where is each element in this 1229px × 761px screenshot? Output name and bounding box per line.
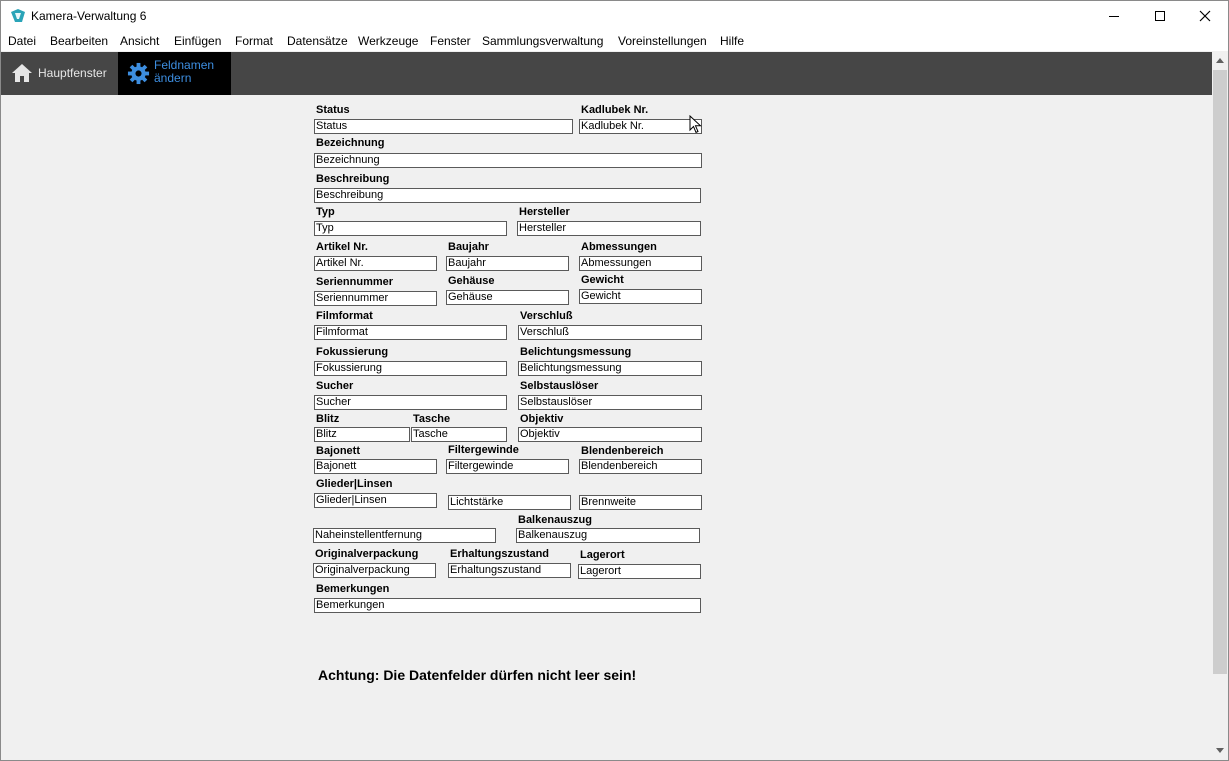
input-brennweite[interactable]: Brennweite [579, 495, 702, 510]
input-tasche[interactable]: Tasche [411, 427, 507, 442]
label-hersteller: Hersteller [519, 206, 570, 218]
scroll-down-icon[interactable] [1216, 748, 1224, 753]
menu-sammlungsverwaltung[interactable]: Sammlungsverwaltung [482, 34, 604, 48]
home-button-label: Hauptfenster [38, 66, 107, 80]
input-blendenbereich[interactable]: Blendenbereich [579, 459, 702, 474]
label-artikel: Artikel Nr. [316, 241, 368, 253]
input-blitz[interactable]: Blitz [314, 427, 410, 442]
input-selbstausloeser[interactable]: Selbstauslöser [518, 395, 702, 410]
label-gehaeuse: Gehäuse [448, 275, 495, 287]
input-sucher[interactable]: Sucher [314, 395, 507, 410]
menu-datei[interactable]: Datei [8, 34, 37, 48]
scroll-up-icon[interactable] [1216, 58, 1224, 63]
menu-einfuegen[interactable]: Einfügen [174, 34, 222, 48]
menu-bar [1, 31, 1228, 51]
maximize-button[interactable] [1137, 1, 1183, 31]
input-baujahr[interactable]: Baujahr [446, 256, 569, 271]
label-originalverpackung: Originalverpackung [315, 548, 419, 560]
label-gewicht: Gewicht [581, 274, 624, 286]
label-kadlubek: Kadlubek Nr. [581, 104, 649, 116]
app-logo-icon [10, 8, 26, 24]
label-bajonett: Bajonett [316, 445, 360, 457]
menu-datensaetze[interactable]: Datensätze [287, 34, 348, 48]
label-seriennummer: Seriennummer [316, 276, 394, 288]
input-filtergewinde[interactable]: Filtergewinde [446, 459, 569, 474]
label-blendenbereich: Blendenbereich [581, 445, 664, 457]
mouse-cursor-icon [689, 115, 703, 135]
input-bajonett[interactable]: Bajonett [314, 459, 437, 474]
rename-fields-label: Feldnamen ändern [154, 58, 215, 85]
label-balkenauszug: Balkenauszug [518, 514, 592, 526]
input-lichtstaerke[interactable]: Lichtstärke [448, 495, 571, 510]
label-typ: Typ [316, 206, 335, 218]
label-filtergewinde: Filtergewinde [448, 444, 519, 456]
label-tasche: Tasche [413, 413, 451, 425]
menu-werkzeuge[interactable]: Werkzeuge [358, 34, 419, 48]
close-icon [1199, 10, 1211, 22]
input-belichtungsmessung[interactable]: Belichtungsmessung [518, 361, 702, 376]
label-bemerkungen: Bemerkungen [316, 583, 390, 595]
menu-hilfe[interactable]: Hilfe [720, 34, 745, 48]
label-filmformat: Filmformat [316, 310, 373, 322]
input-kadlubek[interactable]: Kadlubek Nr. [579, 119, 702, 134]
label-verschluss: Verschluß [520, 310, 573, 322]
input-balkenauszug[interactable]: Balkenauszug [516, 528, 700, 543]
close-button[interactable] [1182, 1, 1228, 31]
input-beschreibung[interactable]: Beschreibung [314, 188, 701, 203]
input-glieder[interactable]: Glieder|Linsen [314, 493, 437, 508]
field-names-form [1, 95, 1212, 760]
label-status: Status [316, 104, 350, 116]
label-selbstausloeser: Selbstauslöser [520, 380, 599, 392]
input-hersteller[interactable]: Hersteller [517, 221, 701, 236]
menu-voreinstellungen[interactable]: Voreinstellungen [618, 34, 707, 48]
label-baujahr: Baujahr [448, 241, 489, 253]
warning-message: Achtung: Die Datenfelder dürfen nicht leer sein! [318, 667, 637, 683]
input-seriennummer[interactable]: Seriennummer [314, 291, 437, 306]
input-erhaltungszustand[interactable]: Erhaltungszustand [448, 563, 571, 578]
menu-bearbeiten[interactable]: Bearbeiten [50, 34, 109, 48]
menu-fenster[interactable]: Fenster [430, 34, 471, 48]
label-belichtungsmessung: Belichtungsmessung [520, 346, 632, 358]
minimize-icon [1108, 10, 1120, 22]
label-objektiv: Objektiv [520, 413, 564, 425]
menu-ansicht[interactable]: Ansicht [120, 34, 160, 48]
input-fokussierung[interactable]: Fokussierung [314, 361, 507, 376]
label-bezeichnung: Bezeichnung [316, 137, 385, 149]
maximize-icon [1154, 10, 1166, 22]
input-originalverpackung[interactable]: Originalverpackung [313, 563, 436, 578]
home-icon [11, 62, 33, 84]
gear-icon [127, 62, 150, 85]
label-abmessungen: Abmessungen [581, 241, 657, 253]
input-filmformat[interactable]: Filmformat [314, 325, 507, 340]
input-gewicht[interactable]: Gewicht [579, 289, 702, 304]
input-bezeichnung[interactable]: Bezeichnung [314, 153, 702, 168]
label-glieder: Glieder|Linsen [316, 478, 393, 490]
minimize-button[interactable] [1091, 1, 1137, 31]
input-typ[interactable]: Typ [314, 221, 507, 236]
input-status[interactable]: Status [314, 119, 573, 134]
label-fokussierung: Fokussierung [316, 346, 389, 358]
window-title: Kamera-Verwaltung 6 [31, 9, 147, 23]
title-bar [1, 1, 1228, 31]
label-lagerort: Lagerort [580, 549, 625, 561]
home-button[interactable] [1, 52, 117, 95]
rename-fields-button[interactable] [118, 52, 231, 95]
label-erhaltungszustand: Erhaltungszustand [450, 548, 550, 560]
vertical-scrollbar[interactable] [1212, 52, 1228, 760]
label-beschreibung: Beschreibung [316, 173, 390, 185]
toolbar [1, 52, 1212, 95]
label-sucher: Sucher [316, 380, 354, 392]
input-gehaeuse[interactable]: Gehäuse [446, 290, 569, 305]
menu-format[interactable]: Format [235, 34, 274, 48]
input-lagerort[interactable]: Lagerort [578, 564, 701, 579]
input-verschluss[interactable]: Verschluß [518, 325, 702, 340]
input-abmessungen[interactable]: Abmessungen [579, 256, 702, 271]
input-objektiv[interactable]: Objektiv [518, 427, 702, 442]
label-blitz: Blitz [316, 413, 340, 425]
input-artikel[interactable]: Artikel Nr. [314, 256, 437, 271]
scroll-thumb[interactable] [1213, 70, 1227, 674]
input-naheinstellentfernung[interactable]: Naheinstellentfernung [313, 528, 496, 543]
input-bemerkungen[interactable]: Bemerkungen [314, 598, 701, 613]
